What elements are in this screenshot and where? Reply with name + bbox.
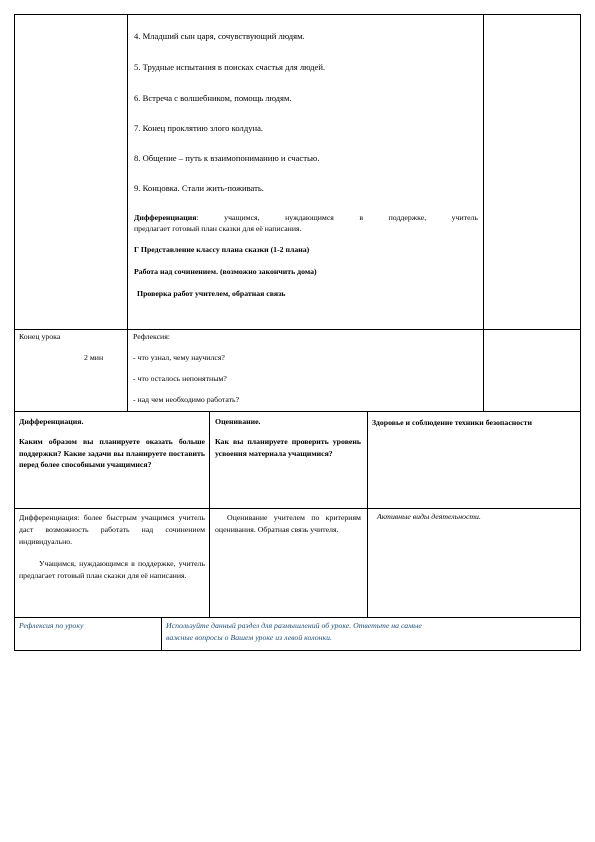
plan-item-7: 7. Конец проклятию злого колдуна.: [134, 123, 264, 133]
table-bottom-border: [14, 650, 581, 651]
table-top-border: [14, 14, 581, 15]
table-left-border: [14, 14, 15, 650]
end-of-lesson-label: Конец урока: [19, 332, 61, 341]
lesson-reflection-text-1: Используйте данный раздел для размышлений об уроке. Ответьте на самые: [166, 621, 422, 630]
plan-presentation-line: Г Представление классу плана сказки (1-2 плана): [134, 245, 310, 254]
table-right-border: [580, 14, 581, 650]
plan-item-5: 5. Трудные испытания в поисках счастья для людей.: [134, 62, 326, 72]
health-content: Активные виды деятельности.: [377, 512, 481, 521]
composition-work-line: Работа над сочинением. (возможно закончить дома): [134, 267, 317, 276]
plan-item-6: 6. Встреча с волшебником, помощь людям.: [134, 93, 292, 103]
row-divider-headers: [14, 411, 581, 412]
lesson-reflection-text-2: важные вопросы о Вашем уроке из левой колонки.: [166, 633, 332, 642]
reflection-question-3: - над чем необходимо работать?: [133, 395, 240, 404]
diff-header-question: Каким образом вы планируете оказать больше поддержки? Какие задачи вы планируете поставить перед более способными учащимися?: [19, 437, 205, 469]
row-divider-content: [14, 508, 581, 509]
diff-header-title: Дифференциация.: [19, 417, 84, 426]
check-works-line: Проверка работ учителем, обратная связь: [137, 289, 286, 298]
assess-header-question: Как вы планируете проверить уровень усвоения материала учащимися?: [215, 437, 361, 458]
assess-header-title: Оценивание.: [215, 417, 261, 426]
differentiation-text-1: : учащимся, нуждающимся в поддержке, учитель: [196, 213, 478, 222]
reflection-question-1: - что узнал, чему научился?: [133, 353, 225, 362]
plan-item-8: 8. Общение – путь к взаимопониманию и счастью.: [134, 153, 320, 163]
differentiation-line-1: [134, 213, 478, 224]
col-divider-2: [483, 14, 484, 412]
plan-item-9: 9. Концовка. Стали жить-поживать.: [134, 183, 264, 193]
end-time-label: 2 мин: [84, 353, 104, 362]
plan-item-4: 4. Младший сын царя, сочувствующий людям.: [134, 31, 305, 41]
differentiation-text-2: предлагает готовый план сказки для её написания.: [134, 224, 302, 233]
col-divider-1: [127, 14, 128, 412]
lesson-reflection-label: Рефлексия по уроку: [19, 621, 84, 630]
health-header-title: Здоровье и соблюдение техники безопасности: [372, 418, 532, 427]
col-divider-lower-2: [367, 411, 368, 617]
reflection-title: Рефлексия:: [133, 332, 170, 341]
diff-content: Дифференциация: более быстрым учащимся учитель даст возможность работать над сочинением индивидуально. Учащимся, нуждающимся в поддержке, учитель предлагает готовый план сказки для её написания.: [19, 513, 205, 580]
differentiation-label: Дифференциация: [134, 213, 197, 222]
reflection-question-2: - что осталось непонятным?: [133, 374, 227, 383]
col-divider-reflection: [161, 617, 162, 650]
row-divider-reflection: [14, 617, 581, 618]
assess-content: Оценивание учителем по критериям оценивания. Обратная связь учителя.: [215, 513, 361, 534]
col-divider-lower-1: [209, 411, 210, 617]
row-divider-end: [14, 329, 581, 330]
